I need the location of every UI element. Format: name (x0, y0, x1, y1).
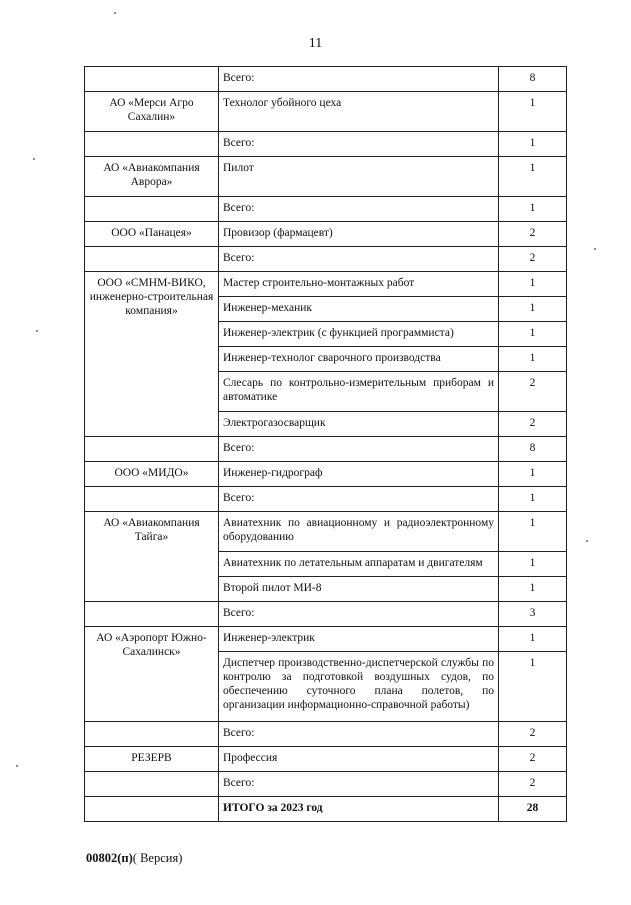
org-cell: ООО «СМНМ-ВИКО, инженерно-строительная компания» (85, 272, 219, 437)
org-cell (85, 772, 219, 797)
count-cell: 2 (499, 772, 567, 797)
count-cell: 1 (499, 272, 567, 297)
grand-total-label: ИТОГО за 2023 год (219, 797, 499, 822)
count-cell: 1 (499, 157, 567, 197)
profession-cell: Инженер-электрик (219, 627, 499, 652)
table-row-total (85, 797, 567, 822)
count-cell: 2 (499, 722, 567, 747)
org-cell (85, 197, 219, 222)
org-cell (85, 247, 219, 272)
org-cell (85, 722, 219, 747)
org-cell: АО «Аэропорт Южно-Сахалинск» (85, 627, 219, 722)
profession-cell: Всего: (219, 602, 499, 627)
profession-cell: Авиатехник по летательным аппаратам и двигателям (219, 552, 499, 577)
table-row (85, 627, 567, 652)
org-cell: ООО «Панацея» (85, 222, 219, 247)
scan-speck (16, 765, 18, 767)
count-cell: 1 (499, 197, 567, 222)
count-cell: 1 (499, 512, 567, 552)
org-cell (85, 67, 219, 92)
table-row (85, 132, 567, 157)
count-cell: 1 (499, 297, 567, 322)
profession-cell: Инженер-гидрограф (219, 462, 499, 487)
table-row (85, 512, 567, 552)
scan-speck (586, 540, 588, 542)
profession-cell: Электрогазосварщик (219, 412, 499, 437)
count-cell: 1 (499, 627, 567, 652)
org-cell: АО «Мерси Агро Сахалин» (85, 92, 219, 132)
scan-speck (594, 248, 596, 250)
table-row (85, 272, 567, 297)
document-code (86, 851, 182, 866)
count-cell: 1 (499, 487, 567, 512)
profession-cell: Мастер строительно-монтажных работ (219, 272, 499, 297)
profession-cell: Инженер-электрик (с функцией программиста) (219, 322, 499, 347)
profession-cell: Всего: (219, 722, 499, 747)
table-row (85, 747, 567, 772)
profession-cell: Всего: (219, 197, 499, 222)
grand-total-count: 28 (499, 797, 567, 822)
org-cell (85, 437, 219, 462)
profession-cell: Инженер-механик (219, 297, 499, 322)
profession-cell: Всего: (219, 132, 499, 157)
count-cell: 1 (499, 552, 567, 577)
table-row (85, 437, 567, 462)
scan-speck (36, 330, 38, 332)
org-cell: РЕЗЕРВ (85, 747, 219, 772)
table-row (85, 772, 567, 797)
org-cell (85, 602, 219, 627)
profession-cell: Диспетчер производственно-диспетчерской службы по контролю за подготовкой воздушных судов, по обеспечению суточного плана полетов, по организации информационно-справочной работы) (219, 652, 499, 722)
count-cell: 2 (499, 247, 567, 272)
vacancy-table (84, 66, 567, 822)
profession-cell: Технолог убойного цеха (219, 92, 499, 132)
profession-cell: Всего: (219, 487, 499, 512)
profession-cell: Провизор (фармацевт) (219, 222, 499, 247)
scan-speck (114, 12, 116, 14)
count-cell: 1 (499, 462, 567, 487)
count-cell: 1 (499, 652, 567, 722)
count-cell: 8 (499, 437, 567, 462)
profession-cell: Пилот (219, 157, 499, 197)
profession-cell: Всего: (219, 67, 499, 92)
org-cell: АО «Авиакомпания Тайга» (85, 512, 219, 602)
table-row (85, 92, 567, 132)
table-row (85, 67, 567, 92)
profession-cell: Авиатехник по авиационному и радиоэлектронному оборудованию (219, 512, 499, 552)
count-cell: 1 (499, 322, 567, 347)
scan-speck (33, 158, 35, 160)
count-cell: 2 (499, 747, 567, 772)
table-row (85, 722, 567, 747)
count-cell: 1 (499, 132, 567, 157)
profession-cell: Всего: (219, 247, 499, 272)
table-row (85, 197, 567, 222)
org-cell: АО «Авиакомпания Аврора» (85, 157, 219, 197)
profession-cell: Второй пилот МИ-8 (219, 577, 499, 602)
org-cell (85, 487, 219, 512)
table-row (85, 487, 567, 512)
document-code-note: ( Версия) (132, 851, 183, 865)
org-cell (85, 797, 219, 822)
table-row (85, 462, 567, 487)
document-code-number: 00802(п) (86, 851, 133, 865)
table-row (85, 247, 567, 272)
table-row (85, 602, 567, 627)
profession-cell: Всего: (219, 437, 499, 462)
org-cell (85, 132, 219, 157)
page-number: 11 (308, 36, 323, 51)
count-cell: 2 (499, 372, 567, 412)
profession-cell: Всего: (219, 772, 499, 797)
profession-cell: Инженер-технолог сварочного производства (219, 347, 499, 372)
org-cell: ООО «МИДО» (85, 462, 219, 487)
count-cell: 1 (499, 92, 567, 132)
table-row (85, 157, 567, 197)
count-cell: 2 (499, 222, 567, 247)
count-cell: 1 (499, 577, 567, 602)
profession-cell: Профессия (219, 747, 499, 772)
count-cell: 1 (499, 347, 567, 372)
count-cell: 2 (499, 412, 567, 437)
count-cell: 8 (499, 67, 567, 92)
count-cell: 3 (499, 602, 567, 627)
profession-cell: Слесарь по контрольно-измерительным приборам и автоматике (219, 372, 499, 412)
table-row (85, 222, 567, 247)
